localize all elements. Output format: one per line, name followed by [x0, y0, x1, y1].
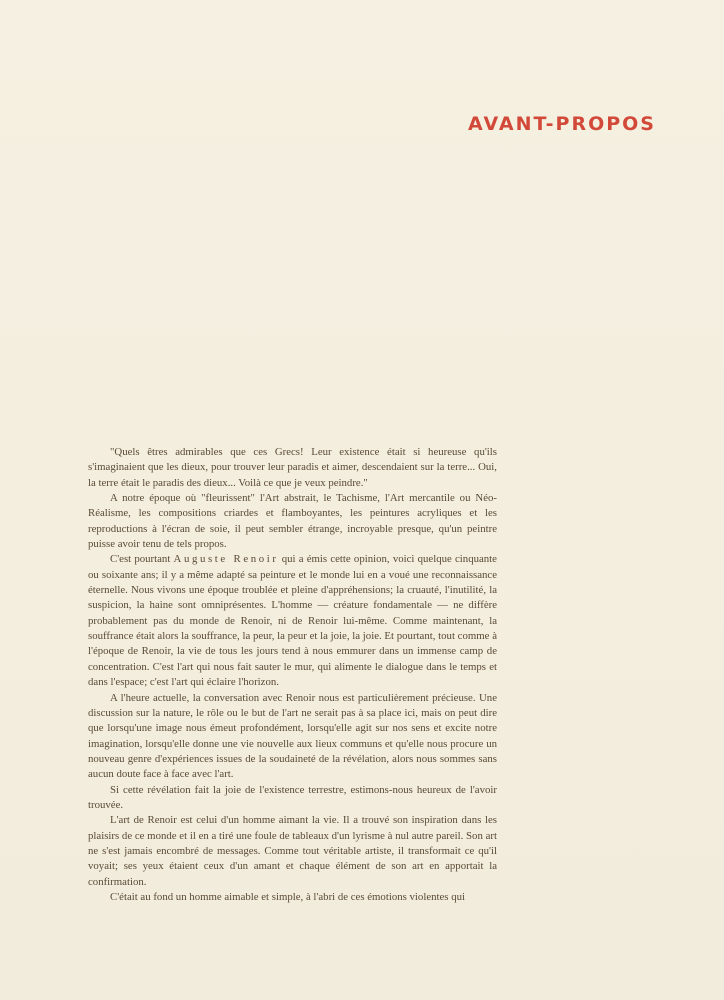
paragraph-simple-man: C'était au fond un homme aimable et simple, à l'abri de ces émotions violentes qui: [110, 890, 466, 903]
body-text: [88, 445, 497, 905]
artist-name: Auguste Renoir: [173, 553, 279, 566]
paragraph-lead-text: C'est pourtant: [110, 553, 174, 566]
paragraph-quote: "Quels êtres admirables que ces Grecs! Leur existence était si heureuse qu'ils s'imaginaient que les dieux, pour trouver leur paradis et aimer, descendaient sur la terre... Oui, la terre était le paradis des dieux... Voilà ce que je veux peindre.": [88, 446, 497, 489]
page-title: AVANT-PROPOS: [468, 113, 656, 135]
paragraph-revelation: Si cette révélation fait la joie de l'existence terrestre, estimons-nous heureux de l'avoir trouvée.: [88, 783, 497, 811]
paragraph-art-of-renoir: L'art de Renoir est celui d'un homme aimant la vie. Il a trouvé son inspiration dans les plaisirs de ce monde et il en a tiré une foule de tableaux d'un lyrisme à nul autre pareil. Son art ne s'est jamais encombré de messages. Comme tout véritable artiste, il transformait ce qu'il voyait; ses yeux étaient ceux d'un amant et chaque élément de son art en apportait la confirmation.: [88, 814, 497, 888]
paragraph-renoir-opinion: [88, 552, 497, 690]
paragraph-modern-art: A notre époque où "fleurissent" l'Art abstrait, le Tachisme, l'Art mercantile ou Néo-Réalisme, les compositions criardes et flamboyantes, les peintures acryliques et les reproductions à l'écran de soie, il peut sembler étrange, incroyable presque, qu'un peintre puisse avoir tenu de tels propos.: [88, 492, 497, 551]
paragraph-conversation: A l'heure actuelle, la conversation avec Renoir nous est particulièrement précieuse. Une discussion sur la nature, le rôle ou le but de l'art ne serait pas à sa place ici, mais on peut dire que lorsqu'une image nous émeut profondément, lorsqu'elle agit sur nos sens et excite notre imagination, lorsqu'elle donne une vie nouvelle aux lieux communs et qu'elle nous procure un nouveau genre d'expériences issues de la soudaineté de la révélation, alors nous sommes sans aucun doute face à face avec l'art.: [88, 691, 497, 781]
paragraph-rest-text: qui a émis cette opinion, voici quelque cinquante ou soixante ans; il y a même adapté sa peinture et le monde lui en a voué une reconnaissance éternelle. Nous vivons une époque troublée et pleine d'appréhensions; la cruauté, l'inutilité, la suspicion, la haine sont omniprésentes. L'homme — créature fondamentale — ne diffère probablement pas du monde de Renoir, ni de Renoir lui-même. Comme maintenant, la souffrance était alors la souffrance, la peur, la peur et la joie, la joie. Et pourtant, tout comme à l'époque de Renoir, la vie de tous les jours tend à nous emmurer dans un immense camp de concentration. C'est l'art qui nous fait sauter le mur, qui alimente le dialogue dans le temps et dans l'espace; c'est l'art qui éclaire l'horizon.: [88, 553, 497, 689]
